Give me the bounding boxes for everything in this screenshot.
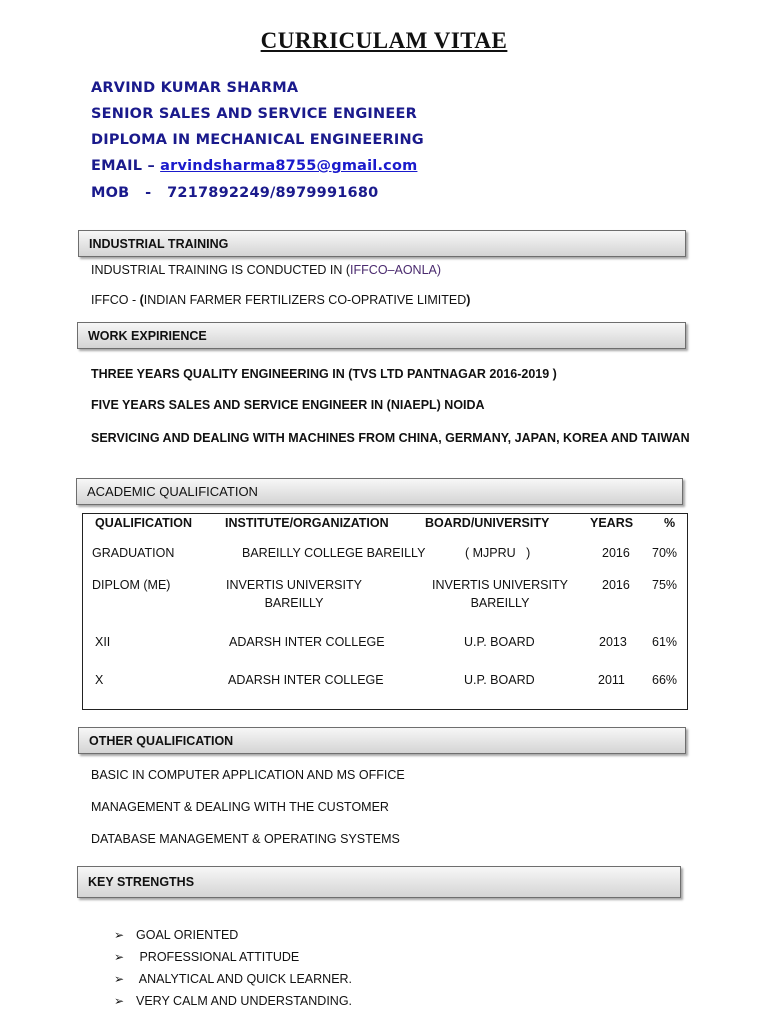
table-cell-qualification: DIPLOM (ME) [92, 578, 171, 592]
table-cell-institute: ADARSH INTER COLLEGE [228, 673, 384, 687]
column-header-qualification: QUALIFICATION [95, 516, 192, 530]
table-cell-year: 2016 [602, 546, 630, 560]
column-header-percent: % [664, 516, 676, 530]
column-header-board: BOARD/UNIVERSITY [425, 516, 550, 530]
strength-text: PROFESSIONAL ATTITUDE [136, 950, 300, 964]
section-heading-key-strengths: KEY STRENGTHS [77, 866, 681, 898]
table-cell-institute [224, 578, 364, 610]
strength-text: VERY CALM AND UNDERSTANDING. [136, 994, 353, 1008]
arrow-bullet-icon: ➢ [114, 928, 125, 942]
applicant-position: SENIOR SALES AND SERVICE ENGINEER [91, 106, 417, 122]
column-header-institute: INSTITUTE/ORGANIZATION [225, 516, 389, 530]
table-cell-board: U.P. BOARD [464, 635, 535, 649]
training-text: INDUSTRIAL TRAINING IS CONDUCTED IN ( [91, 263, 351, 277]
applicant-diploma: DIPLOMA IN MECHANICAL ENGINEERING [91, 132, 424, 148]
other-qualification-item: DATABASE MANAGEMENT & OPERATING SYSTEMS [91, 832, 400, 846]
training-org-full: INDIAN FARMER FERTILIZERS CO-OPRATIVE LIMITED [143, 293, 467, 307]
list-item [114, 990, 352, 1012]
training-place: IFFCO–AONLA) [350, 263, 442, 277]
strength-text: GOAL ORIENTED [136, 928, 239, 942]
table-cell-year: 2016 [602, 578, 630, 592]
training-line-1 [91, 263, 441, 277]
table-cell-percent: 66% [652, 673, 678, 687]
strength-text: ANALYTICAL AND QUICK LEARNER. [136, 972, 353, 986]
section-heading-other-qualification: OTHER QUALIFICATION [78, 727, 686, 754]
email-line [91, 158, 417, 174]
mobile-line [91, 185, 378, 201]
column-header-years: YEARS [590, 516, 634, 530]
table-cell-institute: BAREILLY COLLEGE BAREILLY [242, 546, 426, 560]
work-item: THREE YEARS QUALITY ENGINEERING IN (TVS LTD PANTNAGAR 2016-2019 ) [91, 367, 557, 381]
table-cell-board: U.P. BOARD [464, 673, 535, 687]
other-qualification-item: BASIC IN COMPUTER APPLICATION AND MS OFFICE [91, 768, 405, 782]
board-line: BAREILLY [470, 596, 530, 610]
institute-line: INVERTIS UNIVERSITY [226, 578, 362, 592]
table-cell-board: ( MJPRU ) [465, 546, 531, 560]
table-cell-board [430, 578, 570, 610]
list-item [114, 968, 352, 990]
section-heading-industrial-training: INDUSTRIAL TRAINING [78, 230, 686, 257]
table-cell-percent: 70% [652, 546, 678, 560]
mobile-label: MOB - [91, 185, 168, 201]
table-cell-year: 2011 [598, 673, 625, 687]
table-cell-year: 2013 [599, 635, 627, 649]
table-cell-percent: 61% [652, 635, 678, 649]
arrow-bullet-icon: ➢ [114, 950, 125, 964]
arrow-bullet-icon: ➢ [114, 994, 125, 1008]
strengths-list [114, 924, 352, 1012]
table-cell-qualification: XII [95, 635, 111, 649]
list-item [114, 924, 352, 946]
work-item: FIVE YEARS SALES AND SERVICE ENGINEER IN (NIAEPL) NOIDA [91, 398, 485, 412]
email-link[interactable]: arvindsharma8755@gmail.com [160, 158, 418, 174]
table-cell-percent: 75% [652, 578, 678, 592]
applicant-name: ARVIND KUMAR SHARMA [91, 80, 299, 96]
section-heading-academic: ACADEMIC QUALIFICATION [76, 478, 683, 505]
table-cell-institute: ADARSH INTER COLLEGE [229, 635, 385, 649]
list-item [114, 946, 352, 968]
work-item: SERVICING AND DEALING WITH MACHINES FROM CHINA, GERMANY, JAPAN, KOREA AND TAIWAN [91, 431, 690, 445]
other-qualification-item: MANAGEMENT & DEALING WITH THE CUSTOMER [91, 800, 389, 814]
training-line-2 [91, 293, 470, 307]
mobile-number: 7217892249/8979991680 [167, 185, 379, 201]
table-cell-qualification: X [95, 673, 104, 687]
section-heading-work-experience: WORK EXPIRIENCE [77, 322, 686, 349]
board-line: INVERTIS UNIVERSITY [432, 578, 568, 592]
table-cell-qualification: GRADUATION [92, 546, 175, 560]
institute-line: BAREILLY [264, 596, 324, 610]
paren-open: ( [139, 293, 144, 307]
paren-close: ) [466, 293, 471, 307]
document-title: CURRICULAM VITAE [260, 28, 508, 53]
training-org-abbr: IFFCO - [91, 293, 140, 307]
arrow-bullet-icon: ➢ [114, 972, 125, 986]
email-label: EMAIL – [91, 158, 161, 174]
